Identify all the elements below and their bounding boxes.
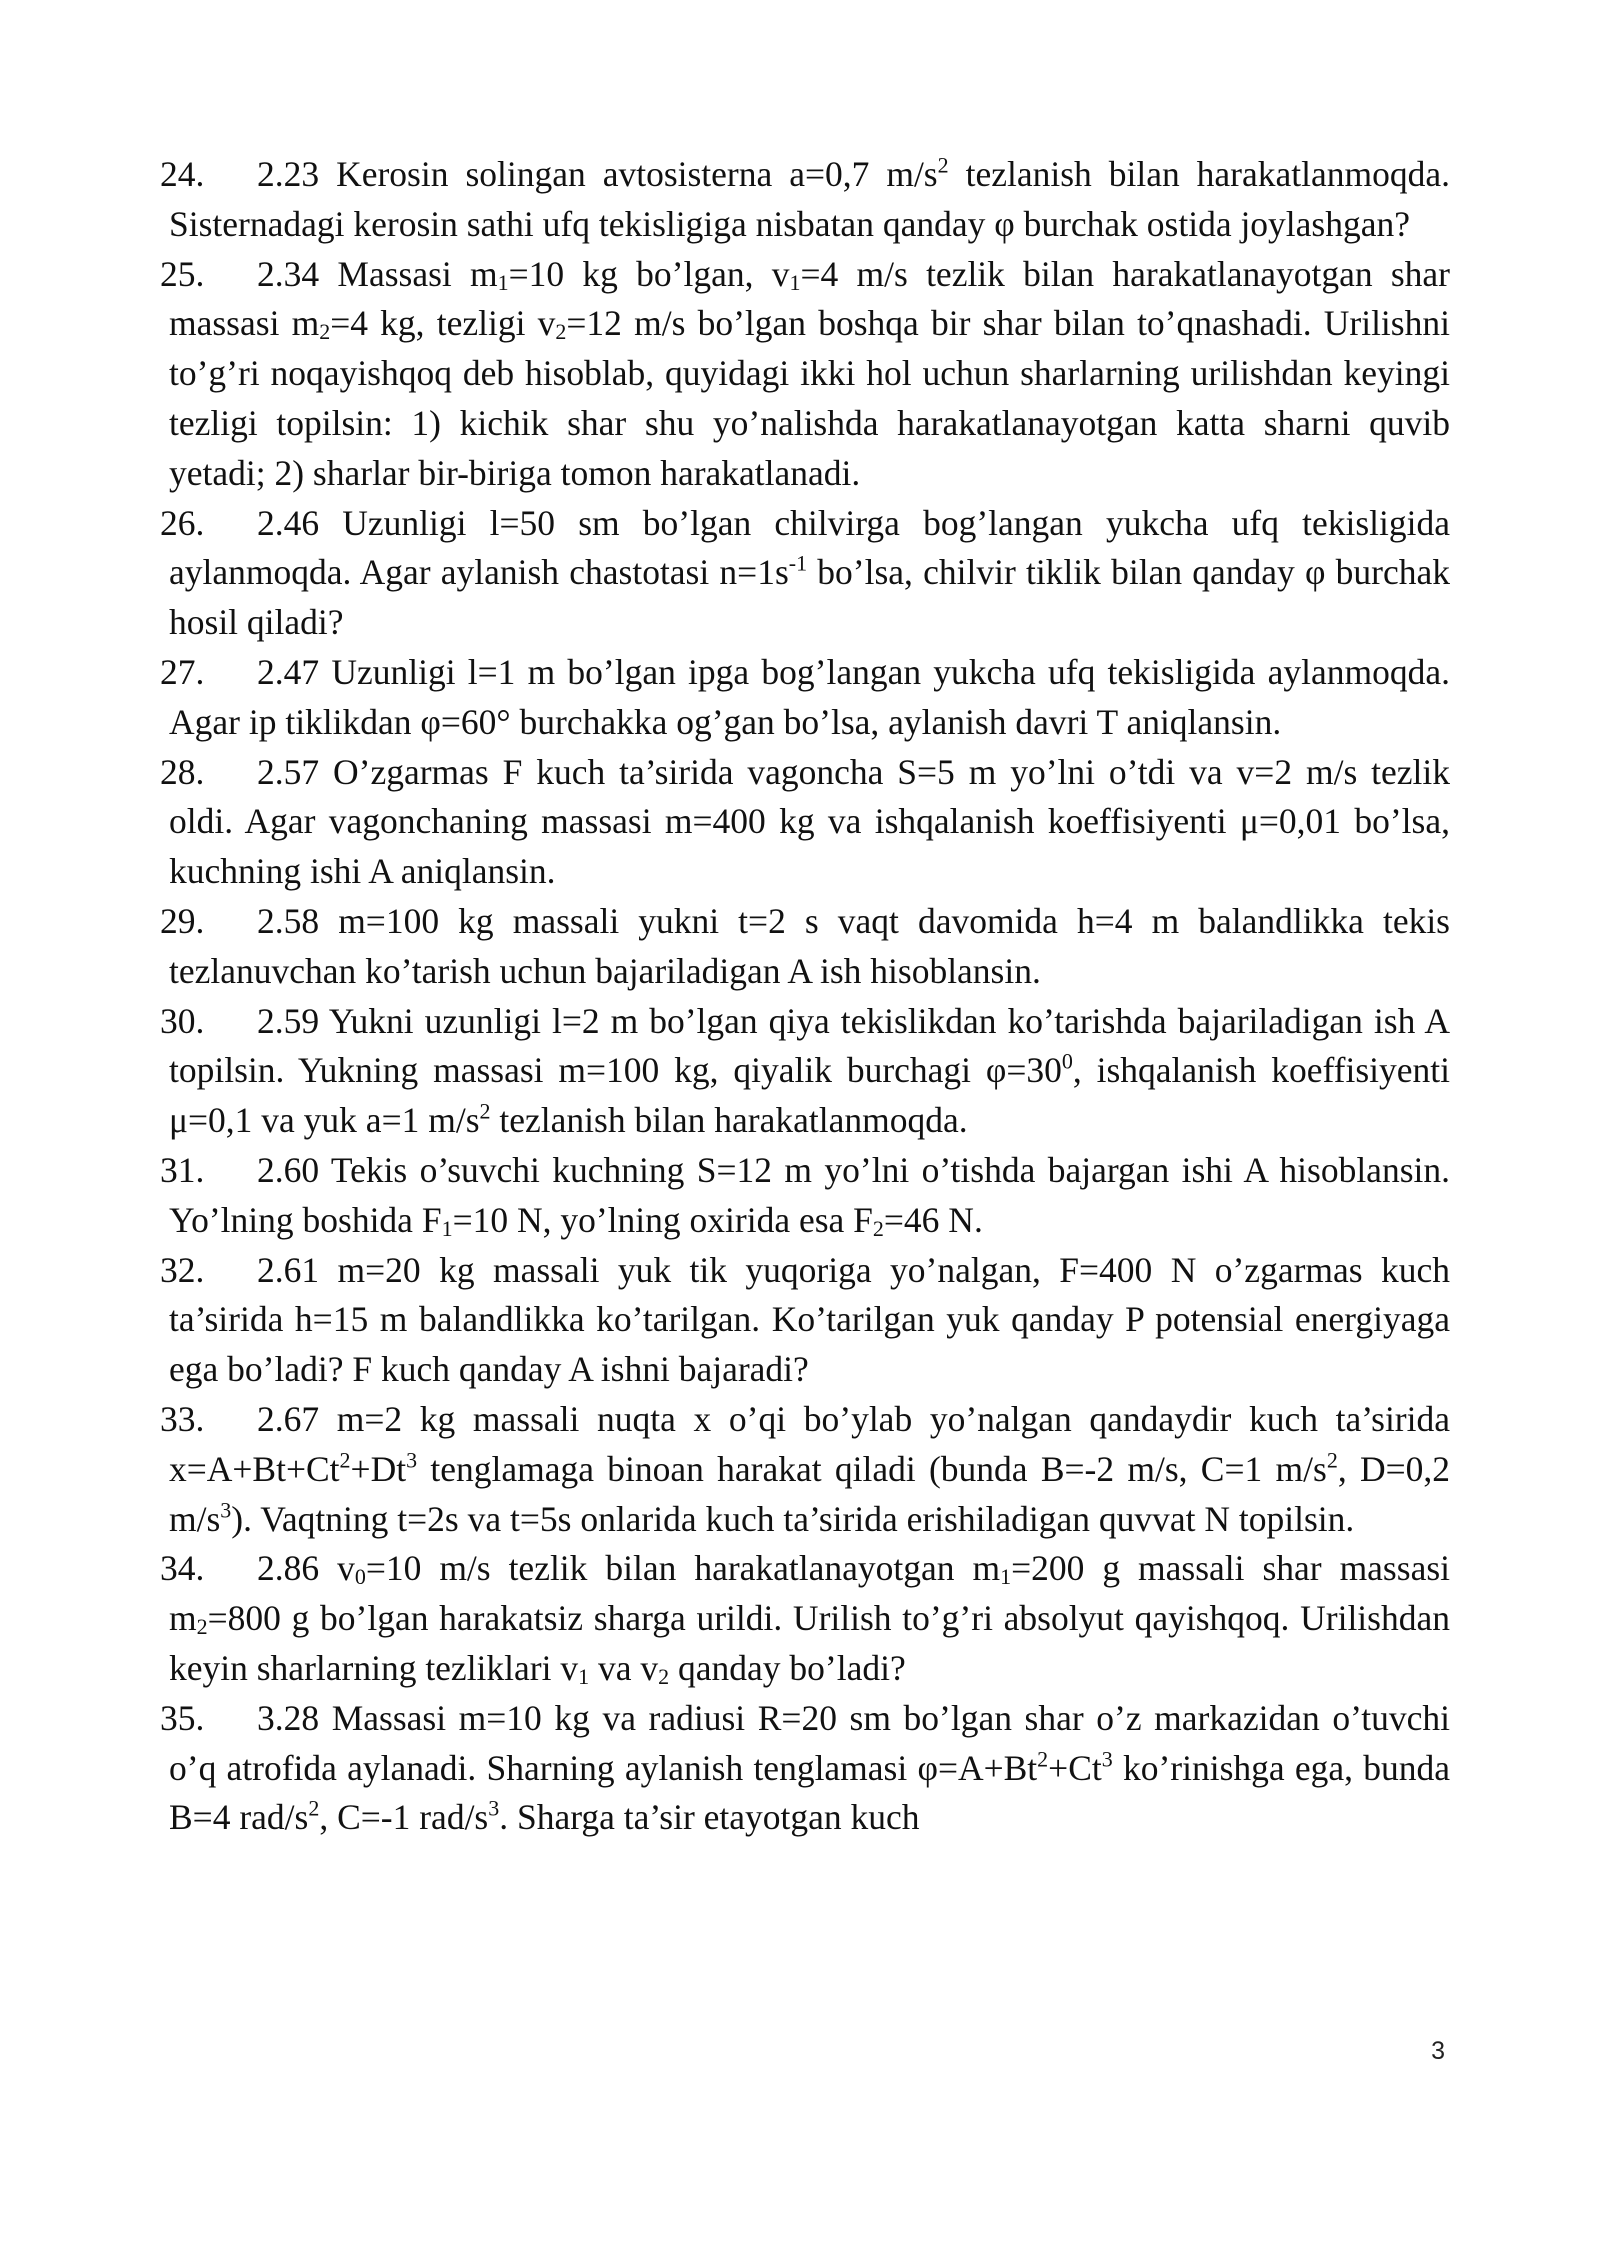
problem-item [160,1246,1450,1395]
problem-item [160,748,1450,897]
problem-text: 2.47 Uzunligi l=1 m bo’lgan ipga bog’langan yukcha ufq tekisligida aylanmoqda. Agar ip tiklikdan φ=60° burchakka og’gan bo’lsa, aylanish davri T aniqlansin. [169,651,1450,742]
problem-item [160,1395,1450,1544]
problem-text: 2.57 O’zgarmas F kuch ta’sirida vagoncha S=5 m yo’lni o’tdi va v=2 m/s tezlik oldi. Agar vagonchaning massasi m=400 kg va ishqalanish koeffisiyenti μ=0,01 bo’lsa, kuchning ishi A aniqlansin. [169,751,1450,892]
problem-item [160,250,1450,499]
problem-item [160,150,1450,250]
problem-number: 32. [160,1249,205,1290]
problem-item [160,997,1450,1146]
problem-text: 2.34 Massasi $m_1=10$ kg bo’lgan, $v_1=4$ m/s tezlik bilan harakatlanayotgan shar massasi $m_2=4$ kg, tezligi $v_2=12$ m/s bo’lgan boshqa bir shar bilan to’qnashadi. Urilishni to’g’ri noqayishqoq deb hisoblab, quyidagi ikki hol uchun sharlarning urilishdan keyingi tezligi topilsin: 1) kichik shar shu yo’nalishda harakatlanayotgan katta sharni quvib yetadi; 2) sharlar bir-biriga tomon harakatlanadi. [169,253,1451,493]
problem-number: 28. [160,751,205,792]
problem-number: 26. [160,502,205,543]
problem-number: 34. [160,1548,205,1589]
problem-text: 2.67 m=2 kg massali nuqta x o’qi bo’ylab yo’nalgan qandaydir kuch ta’sirida $x=A+Bt+Ct^2+Dt^3$ tenglamaga binoan harakat qiladi (bunda B=-2 m/s, C=1 $m/s^2$, D=0,2 $m/s^3$). Vaqtning t=2s va t=5s onlarida kuch ta’sirida erishiladigan quvvat N topilsin. [169,1398,1450,1539]
problem-text: 2.46 Uzunligi l=50 sm bo’lgan chilvirga bog’langan yukcha ufq tekisligida aylanmoqda. Agar aylanish chastotasi $n=1s^{-1}$ bo’lsa, chilvir tiklik bilan qanday φ burchak hosil qiladi? [169,502,1450,643]
problem-number: 31. [160,1149,205,1190]
problem-text: 2.60 Tekis o’suvchi kuchning S=12 m yo’lni o’tishda bajargan ishi A hisoblansin. Yo’lning boshida $F_1=10$ N, yo’lning oxirida esa $F_2=46$ N. [169,1149,1450,1241]
problem-number: 25. [160,253,205,294]
problem-text: 3.28 Massasi m=10 kg va radiusi R=20 sm bo’lgan shar o’z markazidan o’tuvchi o’q atrofida aylanadi. Sharning aylanish tenglamasi $\varphi=A+Bt^2+Ct^3$ ko’rinishga ega, bunda B=4 rad/$s^2$, C=-1 rad/$s^3$. Sharga ta’sir etayotgan kuch [169,1697,1450,1838]
problem-item [160,1146,1450,1246]
problem-text: 2.23 Kerosin solingan avtosisterna a=0,7 $m/s^2$ tezlanish bilan harakatlanmoqda. Sisternadagi kerosin sathi ufq tekisligiga nisbatan qanday φ burchak ostida joylashgan? [169,152,1450,244]
problem-item [160,499,1450,648]
page-number: 3 [1431,2037,1445,2065]
problem-text: 2.59 Yukni uzunligi l=2 m bo’lgan qiya tekislikdan ko’tarishda bajariladigan ish A topilsin. Yukning massasi m=100 kg, qiyalik burchagi $\varphi=30^0$, ishqalanish koeffisiyenti μ=0,1 va yuk a=1 $m/s^2$ tezlanish bilan harakatlanmoqda. [169,1000,1450,1141]
problem-number: 24. [160,154,205,194]
problem-text: 2.61 m=20 kg massali yuk tik yuqoriga yo’nalgan, F=400 N o’zgarmas kuch ta’sirida h=15 m balandlikka ko’tarilgan. Ko’tarilgan yuk qanday P potensial energiyaga ega bo’ladi? F kuch qanday A ishni bajaradi? [169,1249,1450,1390]
problem-item [160,648,1450,748]
problem-number: 29. [160,900,205,941]
problem-list [160,150,1450,1843]
problem-number: 30. [160,1000,205,1041]
problem-number: 33. [160,1398,205,1439]
problem-text: 2.58 m=100 kg massali yukni t=2 s vaqt davomida h=4 m balandlikka tekis tezlanuvchan ko’tarish uchun bajariladigan A ish hisoblansin. [169,900,1450,991]
problem-item [160,897,1450,997]
problem-number: 27. [160,651,205,692]
problem-number: 35. [160,1697,205,1738]
problem-item [160,1694,1450,1843]
problem-text: 2.86 $v_0=10$ m/s tezlik bilan harakatlanayotgan $m_1=200$ g massali shar massasi $m_2=800$ g bo’lgan harakatsiz sharga urildi. Urilish to’g’ri absolyut qayishqoq. Urilishdan keyin sharlarning tezliklari $v_1$ va $v_2$ qanday bo’ladi? [169,1548,1451,1689]
problem-item [160,1544,1450,1693]
